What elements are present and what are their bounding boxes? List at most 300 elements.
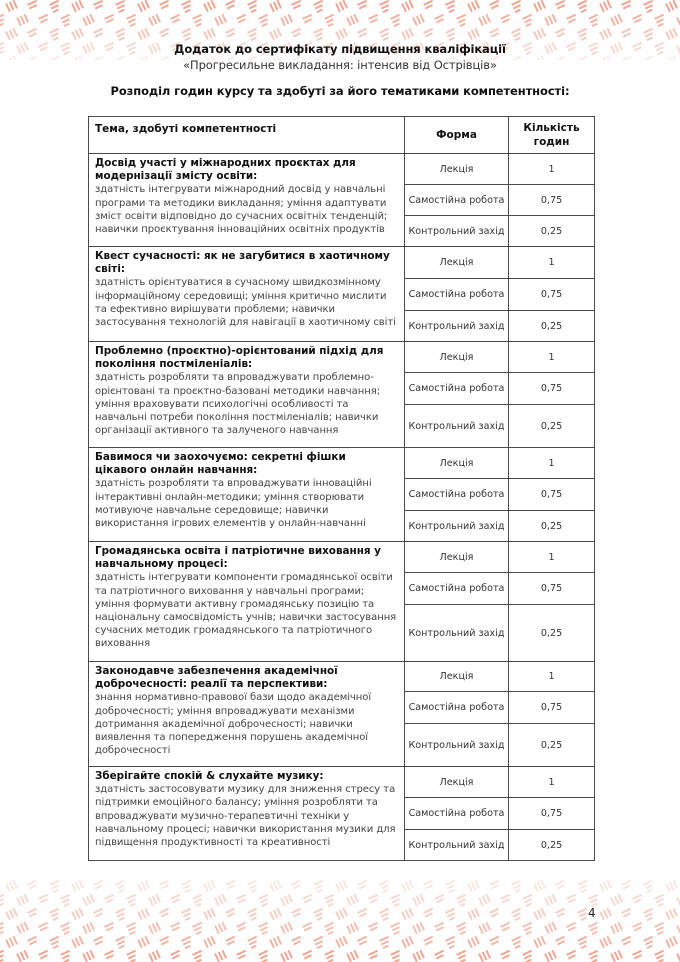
topic-cell	[89, 342, 405, 448]
pattern-mark	[148, 950, 161, 962]
pattern-mark	[71, 908, 84, 920]
pattern-mark	[643, 0, 656, 13]
pattern-mark	[192, 14, 205, 27]
pattern-mark	[335, 908, 348, 920]
activity-hours: 0,75	[509, 573, 595, 605]
pattern-mark	[500, 922, 512, 932]
pattern-mark	[654, 894, 667, 907]
pattern-mark	[313, 880, 326, 893]
activity-form: Самостійна робота	[405, 573, 509, 605]
topic-competencies: здатність інтегрувати компоненти громадянської освіти та патріотичного виховання у навчальні програми; уміння формувати активну громадянську позицію та національну самосвідомість учнів; навички застосування сучасних методик громадянського та патріотичного виховання	[95, 572, 397, 650]
pattern-mark	[676, 950, 680, 962]
decorative-pattern-bottom	[0, 880, 680, 962]
activity-form: Лекція	[405, 154, 509, 185]
pattern-mark	[5, 936, 18, 948]
pattern-mark	[621, 908, 633, 918]
pattern-mark	[423, 28, 435, 38]
pattern-mark	[434, 950, 446, 960]
activity-hours: 0,25	[509, 216, 595, 247]
pattern-mark	[665, 936, 678, 948]
table-header-row	[89, 117, 595, 154]
pattern-mark	[269, 0, 282, 12]
topic-title: Бавимося чи заохочуємо: секретні фішки цікавого онлайн навчання:	[95, 451, 346, 477]
pattern-mark	[654, 950, 667, 962]
pattern-mark	[148, 922, 161, 934]
pattern-mark	[225, 28, 237, 38]
activity-hours: 1	[509, 662, 595, 692]
pattern-mark	[203, 880, 216, 892]
pattern-mark	[192, 894, 205, 907]
pattern-mark	[126, 922, 139, 935]
activity-form: Самостійна робота	[405, 798, 509, 830]
pattern-mark	[159, 908, 171, 918]
pattern-mark	[137, 28, 150, 40]
pattern-mark	[390, 14, 403, 27]
pattern-mark	[115, 28, 128, 41]
pattern-mark	[16, 950, 29, 962]
topic-cell	[89, 767, 405, 861]
pattern-mark	[445, 908, 458, 921]
pattern-mark	[258, 894, 271, 907]
pattern-mark	[5, 0, 18, 12]
table-row	[89, 342, 595, 373]
topic-competencies: здатність розробляти та впроваджувати проблемно-орієнтовані та проєктно-базовані методики навчання; уміння враховувати психологічні особливості та навчальні потреби покоління постміленіалів; навички організації активного та залученого навчання	[95, 372, 381, 437]
pattern-mark	[60, 14, 73, 27]
pattern-mark	[0, 950, 7, 962]
page-number: 4	[588, 906, 596, 920]
pattern-mark	[544, 14, 557, 26]
pattern-mark	[115, 0, 128, 13]
activity-form: Контрольний захід	[405, 311, 509, 342]
pattern-mark	[203, 936, 216, 948]
pattern-mark	[104, 14, 116, 24]
pattern-mark	[280, 894, 293, 906]
pattern-mark	[610, 950, 623, 962]
activity-hours: 1	[509, 542, 595, 573]
pattern-mark	[599, 28, 612, 40]
pattern-mark	[599, 908, 612, 920]
column-header-topic: Тема, здобуті компетентності	[89, 117, 405, 154]
pattern-mark	[489, 0, 501, 9]
pattern-mark	[5, 880, 18, 892]
section-title: Розподіл годин курсу та здобуті за його тематиками компетентності:	[110, 84, 570, 98]
activity-hours: 0,25	[509, 605, 595, 662]
pattern-mark	[181, 0, 194, 13]
pattern-mark	[203, 908, 216, 920]
pattern-mark	[214, 894, 227, 906]
pattern-mark	[5, 908, 18, 920]
pattern-mark	[412, 950, 425, 962]
pattern-mark	[49, 28, 62, 41]
pattern-mark	[181, 936, 194, 949]
pattern-mark	[522, 922, 535, 935]
column-header-form: Форма	[405, 117, 509, 154]
pattern-mark	[258, 14, 271, 27]
pattern-mark	[313, 28, 326, 41]
pattern-mark	[621, 880, 633, 889]
pattern-mark	[192, 922, 205, 935]
pattern-mark	[236, 950, 248, 960]
pattern-mark	[489, 28, 501, 38]
activity-form: Контрольний захід	[405, 830, 509, 861]
pattern-mark	[159, 28, 171, 38]
pattern-mark	[390, 922, 403, 935]
pattern-mark	[346, 950, 359, 962]
pattern-mark	[335, 880, 348, 892]
activity-form: Лекція	[405, 662, 509, 692]
table-row	[89, 154, 595, 185]
pattern-mark	[181, 28, 194, 41]
pattern-mark	[478, 14, 491, 26]
pattern-mark	[379, 908, 392, 921]
pattern-mark	[522, 894, 535, 907]
pattern-mark	[214, 950, 227, 962]
pattern-mark	[82, 894, 95, 906]
pattern-mark	[170, 922, 182, 932]
pattern-mark	[148, 894, 161, 906]
pattern-mark	[302, 950, 314, 960]
pattern-mark	[324, 922, 337, 935]
pattern-mark	[533, 880, 546, 892]
pattern-mark	[192, 950, 205, 962]
pattern-mark	[665, 908, 678, 920]
pattern-mark	[566, 894, 578, 904]
pattern-mark	[511, 28, 524, 41]
pattern-mark	[643, 880, 656, 893]
pattern-mark	[346, 14, 359, 26]
pattern-mark	[522, 950, 535, 962]
pattern-mark	[467, 0, 480, 12]
pattern-mark	[423, 936, 435, 946]
pattern-mark	[335, 936, 348, 948]
pattern-mark	[225, 936, 237, 946]
pattern-mark	[357, 880, 369, 889]
pattern-mark	[401, 908, 414, 920]
pattern-mark	[434, 14, 446, 24]
activity-form: Контрольний захід	[405, 724, 509, 767]
pattern-mark	[665, 880, 678, 892]
activity-form: Контрольний захід	[405, 405, 509, 448]
pattern-mark	[654, 922, 667, 935]
pattern-mark	[555, 936, 567, 946]
pattern-mark	[126, 14, 139, 27]
pattern-mark	[423, 880, 435, 889]
pattern-mark	[599, 0, 612, 12]
pattern-mark	[159, 0, 171, 9]
pattern-mark	[71, 28, 84, 40]
pattern-mark	[588, 14, 601, 27]
pattern-mark	[632, 14, 644, 24]
pattern-mark	[247, 28, 260, 41]
pattern-mark	[280, 14, 293, 26]
activity-form: Лекція	[405, 448, 509, 479]
pattern-mark	[379, 936, 392, 949]
pattern-mark	[16, 894, 29, 906]
topic-competencies: здатність розробляти та впроваджувати інноваційні інтерактивні онлайн-методики; уміння створювати мотивуюче навчальне середовище; навички використання ігрових елементів у онлайн-навчанні	[95, 478, 372, 530]
pattern-mark	[225, 0, 237, 9]
topic-cell	[89, 448, 405, 542]
topic-cell	[89, 247, 405, 342]
pattern-mark	[467, 908, 480, 920]
pattern-mark	[38, 922, 50, 932]
pattern-mark	[93, 880, 105, 889]
pattern-mark	[500, 14, 512, 24]
pattern-mark	[280, 950, 293, 962]
pattern-mark	[456, 894, 469, 907]
activity-hours: 0,75	[509, 185, 595, 216]
pattern-mark	[544, 950, 557, 962]
pattern-mark	[82, 922, 95, 934]
activity-hours: 0,75	[509, 279, 595, 311]
pattern-mark	[544, 922, 557, 934]
pattern-mark	[445, 28, 458, 41]
pattern-mark	[401, 880, 414, 892]
pattern-mark	[566, 14, 578, 24]
pattern-mark	[335, 28, 348, 40]
pattern-mark	[379, 28, 392, 41]
activity-form: Лекція	[405, 247, 509, 279]
certificate-supplement-title: Додаток до сертифікату підвищення кваліфікації	[174, 42, 506, 56]
pattern-mark	[676, 894, 680, 906]
pattern-mark	[643, 936, 656, 949]
pattern-mark	[588, 922, 601, 935]
pattern-mark	[159, 880, 171, 889]
pattern-mark	[577, 936, 590, 949]
activity-form: Самостійна робота	[405, 185, 509, 216]
pattern-mark	[49, 908, 62, 921]
pattern-mark	[214, 14, 227, 26]
pattern-mark	[665, 0, 678, 12]
table-row	[89, 247, 595, 279]
pattern-mark	[390, 894, 403, 907]
pattern-mark	[324, 894, 337, 907]
activity-hours: 1	[509, 767, 595, 798]
pattern-mark	[478, 922, 491, 934]
pattern-mark	[401, 0, 414, 12]
topic-cell	[89, 154, 405, 247]
pattern-mark	[93, 28, 105, 38]
pattern-mark	[610, 14, 623, 26]
topic-competencies: знання нормативно-правової бази щодо академічної доброчесності; уміння впроваджувати механізми дотримання академічної доброчесності; навички виявлення та попередження порушень академічної доброчесності	[95, 692, 372, 757]
pattern-mark	[566, 922, 578, 932]
pattern-mark	[16, 14, 29, 26]
pattern-mark	[467, 880, 480, 892]
pattern-mark	[368, 950, 380, 960]
pattern-mark	[236, 894, 248, 904]
pattern-mark	[379, 0, 392, 13]
pattern-mark	[401, 28, 414, 40]
pattern-mark	[302, 922, 314, 932]
pattern-mark	[313, 908, 326, 921]
pattern-mark	[478, 894, 491, 906]
column-header-hours: Кількість годин	[509, 117, 595, 154]
activity-form: Лекція	[405, 767, 509, 798]
pattern-mark	[93, 908, 105, 918]
pattern-mark	[566, 950, 578, 960]
pattern-mark	[533, 28, 546, 40]
pattern-mark	[291, 936, 303, 946]
pattern-mark	[38, 950, 50, 960]
activity-form: Самостійна робота	[405, 692, 509, 724]
pattern-mark	[324, 950, 337, 962]
pattern-mark	[500, 894, 512, 904]
pattern-mark	[71, 0, 84, 12]
activity-hours: 0,25	[509, 511, 595, 542]
topic-title: Квест сучасності: як не загубитися в хаотичному світі:	[95, 250, 390, 276]
pattern-mark	[599, 880, 612, 892]
pattern-mark	[456, 14, 469, 27]
pattern-mark	[555, 880, 567, 889]
pattern-mark	[38, 894, 50, 904]
pattern-mark	[269, 936, 282, 948]
pattern-mark	[599, 936, 612, 948]
pattern-mark	[60, 950, 73, 962]
pattern-mark	[181, 908, 194, 921]
pattern-mark	[313, 936, 326, 949]
topic-title: Досвід участі у міжнародних проєктах для модернізації змісту освіти:	[95, 157, 356, 183]
pattern-mark	[434, 922, 446, 932]
pattern-bottom-svg	[0, 880, 680, 962]
pattern-mark	[456, 950, 469, 962]
pattern-mark	[60, 922, 73, 935]
pattern-mark	[324, 14, 337, 27]
pattern-mark	[379, 880, 392, 893]
pattern-mark	[533, 908, 546, 920]
pattern-mark	[93, 936, 105, 946]
pattern-mark	[60, 894, 73, 907]
table-row	[89, 662, 595, 692]
pattern-mark	[159, 936, 171, 946]
pattern-mark	[247, 880, 260, 893]
pattern-mark	[368, 894, 380, 904]
pattern-mark	[357, 908, 369, 918]
pattern-mark	[467, 936, 480, 948]
pattern-mark	[291, 28, 303, 38]
pattern-mark	[115, 936, 128, 949]
pattern-mark	[511, 0, 524, 13]
pattern-mark	[27, 28, 39, 38]
activity-form: Контрольний захід	[405, 605, 509, 662]
pattern-mark	[544, 894, 557, 906]
competencies-table	[88, 116, 595, 861]
pattern-mark	[126, 950, 139, 962]
pattern-mark	[610, 922, 623, 934]
pattern-mark	[49, 936, 62, 949]
activity-hours: 1	[509, 247, 595, 279]
pattern-mark	[555, 0, 567, 9]
activity-form: Самостійна робота	[405, 479, 509, 511]
pattern-mark	[269, 880, 282, 892]
pattern-mark	[280, 922, 293, 934]
pattern-mark	[27, 880, 39, 889]
pattern-mark	[489, 880, 501, 889]
pattern-mark	[445, 0, 458, 13]
pattern-mark	[115, 880, 128, 893]
pattern-mark	[676, 922, 680, 934]
pattern-mark	[632, 894, 644, 904]
pattern-mark	[357, 28, 369, 38]
pattern-mark	[0, 14, 7, 27]
pattern-mark	[522, 14, 535, 27]
pattern-mark	[577, 0, 590, 13]
pattern-mark	[258, 922, 271, 935]
pattern-mark	[423, 0, 435, 9]
pattern-mark	[412, 922, 425, 934]
table-row	[89, 448, 595, 479]
pattern-mark	[137, 880, 150, 892]
pattern-mark	[401, 936, 414, 948]
pattern-mark	[555, 28, 567, 38]
pattern-mark	[500, 950, 512, 960]
pattern-mark	[16, 922, 29, 934]
pattern-mark	[346, 894, 359, 906]
pattern-mark	[390, 950, 403, 962]
pattern-mark	[225, 908, 237, 918]
topic-title: Законодавче забезпечення академічної доброчесності: реалії та перспективи:	[95, 665, 338, 691]
pattern-mark	[170, 894, 182, 904]
pattern-mark	[38, 14, 50, 24]
topic-competencies: здатність орієнтуватися в сучасному швидкозмінному інформаційному середовищі; уміння критично мислити та ефективно вирішувати проблеми; навички застосування технологій для навігації в хаотичному світі	[95, 277, 396, 329]
pattern-mark	[621, 28, 633, 38]
pattern-mark	[82, 950, 95, 962]
pattern-mark	[621, 936, 633, 946]
pattern-mark	[82, 14, 95, 26]
pattern-mark	[269, 908, 282, 920]
activity-hours: 0,75	[509, 373, 595, 405]
pattern-mark	[203, 28, 216, 40]
activity-hours: 1	[509, 342, 595, 373]
pattern-mark	[291, 908, 303, 918]
course-name: «Прогресильне викладання: інтенсив від Острівців»	[183, 58, 497, 72]
pattern-mark	[643, 28, 656, 41]
pattern-mark	[71, 880, 84, 892]
pattern-mark	[533, 0, 546, 12]
pattern-mark	[104, 922, 116, 932]
table-row	[89, 767, 595, 798]
activity-hours: 0,25	[509, 724, 595, 767]
pattern-mark	[357, 936, 369, 946]
pattern-mark	[654, 14, 667, 27]
activity-hours: 0,75	[509, 479, 595, 511]
topic-cell	[89, 542, 405, 662]
topic-title: Громадянська освіта і патріотичне виховання у навчальному процесі:	[95, 545, 381, 571]
activity-hours: 0,75	[509, 798, 595, 830]
activity-hours: 0,75	[509, 692, 595, 724]
pattern-mark	[181, 880, 194, 893]
pattern-mark	[412, 894, 425, 906]
pattern-mark	[247, 908, 260, 921]
pattern-mark	[71, 936, 84, 948]
topic-title: Зберігайте спокій & слухайте музику:	[95, 770, 324, 782]
activity-form: Контрольний захід	[405, 511, 509, 542]
pattern-mark	[368, 14, 380, 24]
pattern-mark	[137, 0, 150, 12]
pattern-mark	[533, 936, 546, 948]
pattern-mark	[0, 894, 7, 907]
pattern-mark	[313, 0, 326, 13]
pattern-mark	[423, 908, 435, 918]
pattern-mark	[247, 936, 260, 949]
pattern-mark	[203, 0, 216, 12]
activity-form: Лекція	[405, 542, 509, 573]
pattern-mark	[27, 936, 39, 946]
pattern-mark	[555, 908, 567, 918]
pattern-mark	[434, 894, 446, 904]
pattern-mark	[511, 936, 524, 949]
pattern-mark	[335, 0, 348, 12]
pattern-mark	[115, 908, 128, 921]
pattern-mark	[104, 894, 116, 904]
